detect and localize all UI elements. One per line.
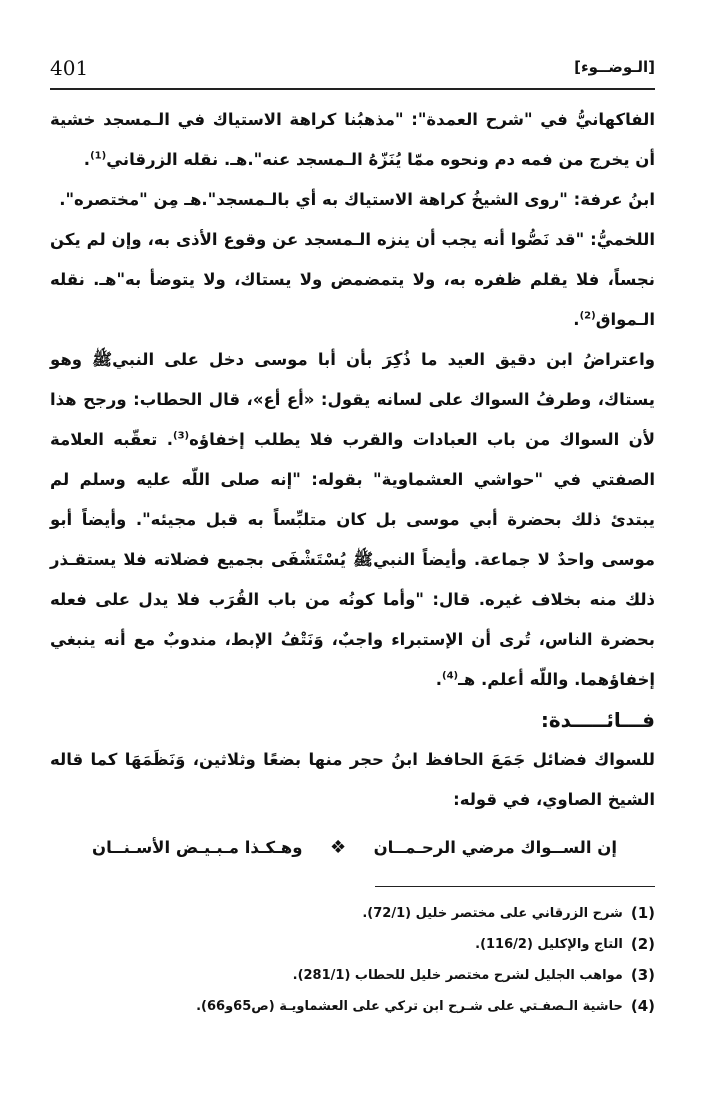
page-header bbox=[50, 52, 655, 88]
paragraph-objection: واعتراضُ ابن دقيق العيد ما ذُكِرَ بأن أبا موسى دخل على النبيﷺ وهو يستاك، وطرفُ السواك على لسانه يقول: «أع أع»، قال الحطاب: ورجح هذا لأن السواك من باب العبادات والقرب فلا يطلب إخفاؤه$^{(3)}$. تعقّبه العلامة الصفتي في "حواشي العشماوية" بقوله: "إنه صلى اللّه عليه وسلم لم يبتدئ ذلك بحضرة أبي موسى بل كان متلبِّساً به قبل مجيئه". وأيضاً أبو موسى واحدٌ لا جماعة. وأيضاً النبيﷺ يُسْتَشْفَى بجميع فضلاته فلا يستقـذر ذلك منه بخلاف غيره. قال: "وأما كونُه من باب القُرَب فلا يدل على فعله بحضرة الناس، تُرى أن الإستبراء واجبٌ، وَنَتْفُ الإبط، مندوبٌ مع أنه ينبغي إخفاؤهما. واللّه أعلم. هـ$^{(4)}$. bbox=[50, 350, 655, 689]
paragraph-lakhmi: اللخميُّ: "قد نَصُّوا أنه يجب أن ينزه الـمسجد عن وقوع الأذى به، وإن لم يكن نجساً، فلا يقلم ظفره به، ولا يتمضمض ولا يستاك، ولا يتوضأ به"هـ. نقله الـمواق$^{(2)}$. bbox=[50, 230, 655, 329]
verse-second-hemistich: وهـكـذا مـبـيـض الأسـنــان bbox=[92, 838, 303, 857]
footnote-number: (4) bbox=[630, 997, 655, 1015]
footnote-text: حاشية الـصفـتي على شـرح ابن تركي على العشماويـة (ص65و66). bbox=[196, 999, 623, 1014]
footnote-text: التاج والإكليل (116/2). bbox=[475, 937, 623, 952]
footnote-ref-3: (3) bbox=[172, 430, 190, 442]
chapter-title: [الـوضــوء] bbox=[574, 58, 655, 76]
footnote-ref-2: (2) bbox=[579, 310, 596, 322]
verse-first-hemistich: إن الســواك مرضي الرحـمــان bbox=[373, 838, 617, 857]
paragraph-fakihani: الفاكهانيُّ في "شرح العمدة": "مذهبُنا كراهة الاستياك في الـمسجد خشية أن يخرج من فمه دم ونحوه ممّا يُنَزّهُ الـمسجد عنه".هـ. نقله الزرقاني$^{(1)}$. bbox=[50, 110, 655, 169]
footnote-text: شرح الزرقاني على مختصر خليل (72/1). bbox=[362, 906, 623, 921]
section-heading: فـــائـــــدة: bbox=[540, 708, 655, 732]
footnote bbox=[50, 929, 655, 960]
footnote-ref-4: (4) bbox=[442, 670, 459, 682]
paragraph-ibn-arafa: ابنُ عرفة: "روى الشيخُ كراهة الاستياك به أي بالـمسجد".هـ مِن "مختصره". bbox=[59, 190, 655, 209]
footnote bbox=[50, 960, 655, 991]
footnote-rule bbox=[375, 886, 655, 887]
footnote-ref-1: (1) bbox=[90, 150, 107, 162]
paragraph-siwak-virtues: للسواك فضائل جَمَعَ الحافظ ابنُ حجر منها بضعًا وثلاثين، وَنَظَمَهَا كما قاله الشيخ الصاوي، في قوله: bbox=[50, 750, 655, 809]
footnote-number: (3) bbox=[630, 966, 655, 984]
page-number: 401 bbox=[50, 56, 89, 80]
footnote-text: مواهب الجليل لشرح مختصر خليل للحطاب (281/1). bbox=[292, 968, 623, 983]
footnote bbox=[50, 898, 655, 929]
footnote-number: (2) bbox=[630, 935, 655, 953]
verse-separator-icon: ❖ bbox=[329, 837, 347, 858]
header-rule bbox=[50, 88, 655, 90]
footnote-number: (1) bbox=[630, 904, 655, 922]
poem-verse bbox=[50, 828, 655, 868]
main-text bbox=[50, 100, 655, 868]
footnotes bbox=[50, 898, 655, 1022]
footnote bbox=[50, 991, 655, 1022]
